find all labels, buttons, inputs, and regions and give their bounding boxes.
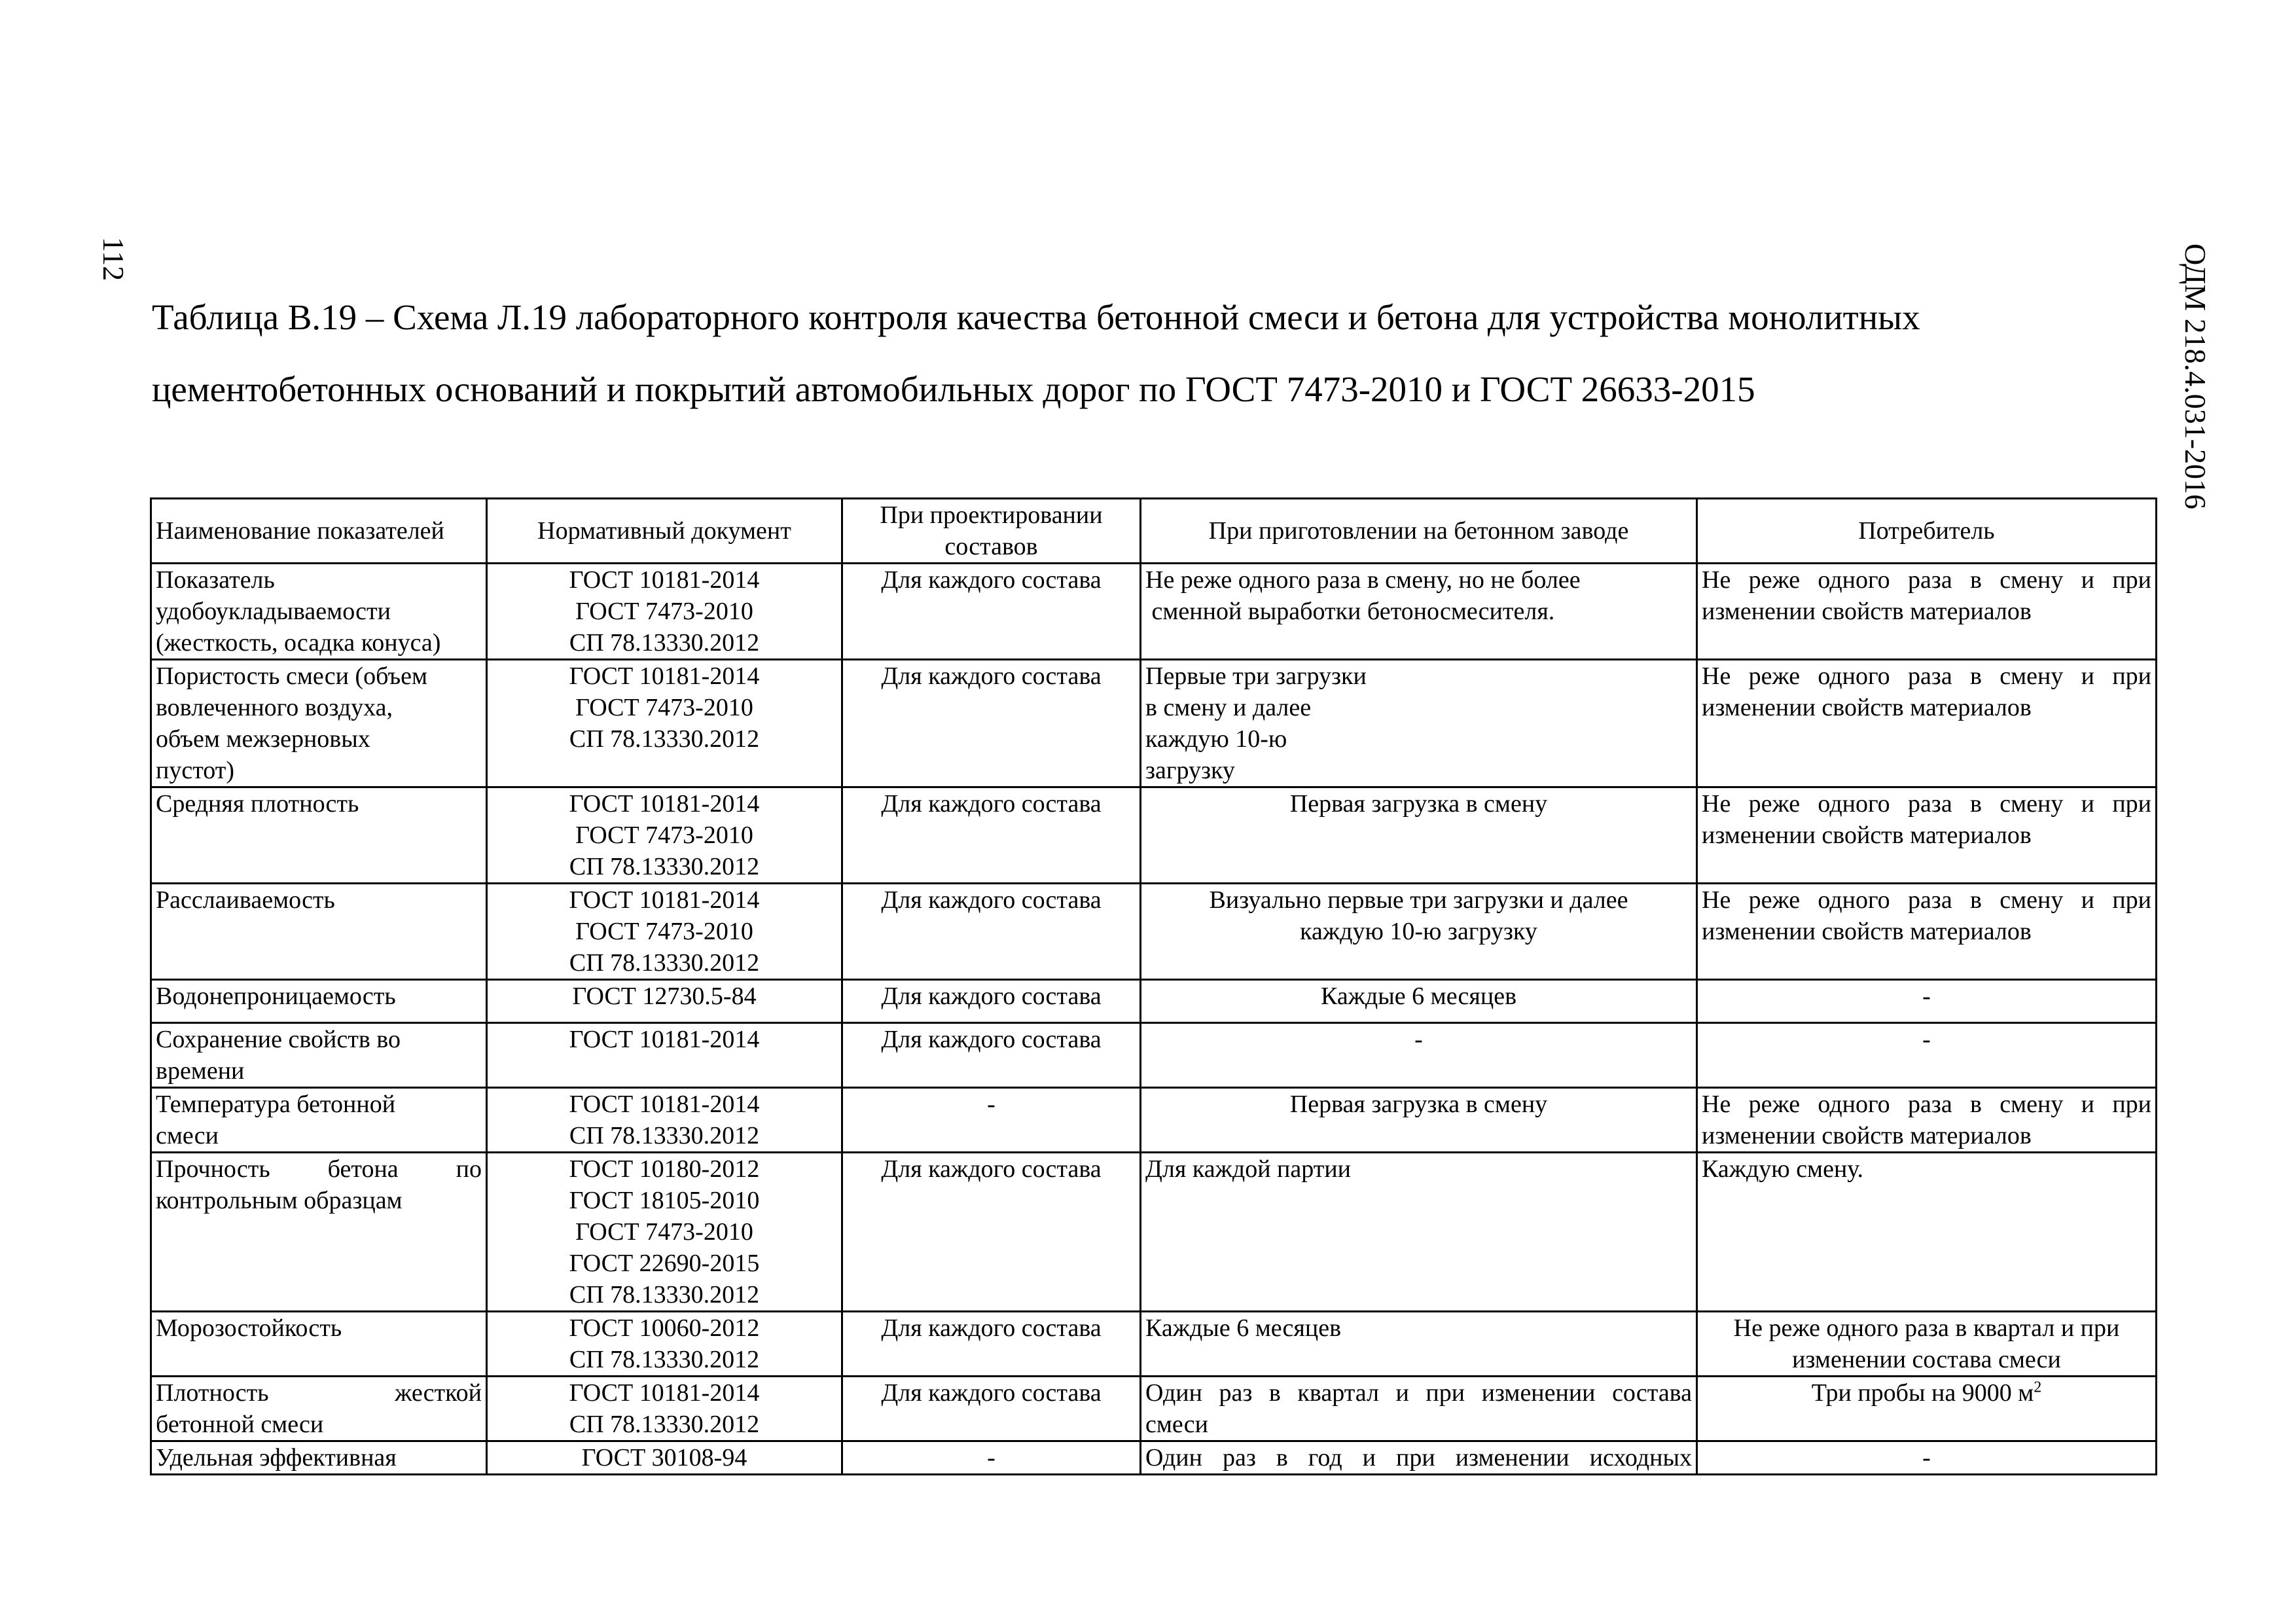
header-consumer: Потребитель xyxy=(1697,499,2157,564)
cell-line: Пористость смеси (объем xyxy=(156,662,428,690)
cell-consumer: - xyxy=(1697,980,2157,1023)
table-row xyxy=(151,1153,2157,1312)
cell-plant xyxy=(1141,1377,1697,1441)
cell-indicator xyxy=(151,1312,487,1377)
cell-line: ГОСТ 12730.5-84 xyxy=(572,983,757,1010)
cell-line: Температура бетонной xyxy=(156,1091,396,1118)
cell-line: смеси xyxy=(156,1122,219,1149)
table-row xyxy=(151,980,2157,1023)
cell-design: - xyxy=(842,1088,1141,1153)
cell-plant xyxy=(1141,1441,1697,1475)
cell-indicator xyxy=(151,787,487,884)
cell-design: Для каждого состава xyxy=(842,980,1141,1023)
cell-line: каждую 10-ю загрузку xyxy=(1300,918,1537,945)
superscript: 2 xyxy=(2034,1379,2042,1396)
cell-line: ГОСТ 18105-2010 xyxy=(569,1187,760,1214)
table-row xyxy=(151,564,2157,660)
cell-indicator xyxy=(151,1023,487,1088)
table-row xyxy=(151,1023,2157,1088)
cell-indicator xyxy=(151,1088,487,1153)
table-row xyxy=(151,1377,2157,1441)
cell-design: - xyxy=(842,1441,1141,1475)
cell-line: Для каждой партии xyxy=(1145,1155,1352,1183)
cell-design: Для каждого состава xyxy=(842,787,1141,884)
cell-line: Морозостойкость xyxy=(156,1314,342,1342)
cell-line: сменной выработки бетоносмесителя. xyxy=(1145,598,1555,625)
cell-norm-doc xyxy=(487,1441,842,1475)
header-design: При проектировании составов xyxy=(842,499,1141,564)
cell-design: Для каждого состава xyxy=(842,884,1141,980)
header-plant: При приготовлении на бетонном заводе xyxy=(1141,499,1697,564)
cell-line: каждую 10-ю xyxy=(1145,725,1287,753)
cell-norm-doc xyxy=(487,884,842,980)
cell-line: бетонной смеси xyxy=(156,1411,324,1438)
table-row xyxy=(151,787,2157,884)
header-row xyxy=(151,499,2157,564)
cell-line: удобоукладываемости xyxy=(156,598,391,625)
cell-line: Один раз в год и при изменении исходных xyxy=(1145,1444,1692,1471)
cell-line: ГОСТ 10181-2014 xyxy=(569,1091,760,1118)
cell-norm-doc xyxy=(487,660,842,787)
cell-line: ГОСТ 10181-2014 xyxy=(569,790,760,818)
cell-line: ГОСТ 10180-2012 xyxy=(569,1155,760,1183)
cell-plant xyxy=(1141,1153,1697,1312)
cell-indicator xyxy=(151,1441,487,1475)
cell-line: СП 78.13330.2012 xyxy=(569,629,760,657)
cell-line: смеси xyxy=(1145,1411,1208,1438)
cell-line: ГОСТ 10060-2012 xyxy=(569,1314,760,1342)
cell-norm-doc xyxy=(487,1088,842,1153)
cell-line: ГОСТ 7473-2010 xyxy=(575,694,753,721)
cell-norm-doc xyxy=(487,980,842,1023)
cell-line: ГОСТ 7473-2010 xyxy=(575,1218,753,1246)
header-norm-doc: Нормативный документ xyxy=(487,499,842,564)
cell-line: ГОСТ 10181-2014 xyxy=(569,886,760,914)
cell-line: пустот) xyxy=(156,757,235,784)
cell-norm-doc xyxy=(487,1023,842,1088)
cell-consumer: Не реже одного раза в смену и при изменении свойств материалов xyxy=(1697,787,2157,884)
cell-line: контрольным образцам xyxy=(156,1187,403,1214)
cell-line: ГОСТ 22690-2015 xyxy=(569,1250,760,1277)
cell-line: - xyxy=(1414,1026,1423,1053)
cell-line: ГОСТ 10181-2014 xyxy=(569,662,760,690)
cell-line: в смену и далее xyxy=(1145,694,1312,721)
cell-indicator xyxy=(151,564,487,660)
cell-line: вовлеченного воздуха, xyxy=(156,694,393,721)
cell-consumer: Не реже одного раза в смену и при изменении свойств материалов xyxy=(1697,564,2157,660)
cell-plant xyxy=(1141,1088,1697,1153)
cell-design: Для каждого состава xyxy=(842,1153,1141,1312)
cell-line: Плотность жесткой xyxy=(156,1379,482,1407)
cell-line: Сохранение свойств во xyxy=(156,1026,401,1053)
cell-line: ГОСТ 10181-2014 xyxy=(569,1026,760,1053)
cell-line: Один раз в квартал и при изменении состава xyxy=(1145,1379,1692,1407)
cell-consumer: Не реже одного раза в смену и при изменении свойств материалов xyxy=(1697,884,2157,980)
cell-consumer: Каждую смену. xyxy=(1697,1153,2157,1312)
cell-norm-doc xyxy=(487,564,842,660)
cell-line: ГОСТ 30108-94 xyxy=(581,1444,747,1471)
cell-norm-doc xyxy=(487,787,842,884)
cell-line: объем межзерновых xyxy=(156,725,370,753)
cell-norm-doc xyxy=(487,1377,842,1441)
cell-line: Средняя плотность xyxy=(156,790,359,818)
table-row xyxy=(151,660,2157,787)
header-indicator: Наименование показателей xyxy=(151,499,487,564)
cell-design: Для каждого состава xyxy=(842,660,1141,787)
document-code: ОДМ 218.4.031-2016 xyxy=(2179,244,2212,510)
cell-plant xyxy=(1141,884,1697,980)
table-row xyxy=(151,1088,2157,1153)
cell-indicator xyxy=(151,660,487,787)
cell-plant xyxy=(1141,1312,1697,1377)
cell-consumer: - xyxy=(1697,1441,2157,1475)
cell-consumer xyxy=(1697,1377,2157,1441)
cell-consumer: Не реже одного раза в смену и при изменении свойств материалов xyxy=(1697,660,2157,787)
table-row xyxy=(151,884,2157,980)
cell-line: СП 78.13330.2012 xyxy=(569,1122,760,1149)
cell-line: Каждые 6 месяцев xyxy=(1320,983,1517,1010)
cell-line: ГОСТ 7473-2010 xyxy=(575,918,753,945)
cell-line: Первая загрузка в смену xyxy=(1289,790,1548,818)
cell-line: Не реже одного раза в смену, но не более xyxy=(1145,566,1581,594)
cell-plant xyxy=(1141,564,1697,660)
cell-line: СП 78.13330.2012 xyxy=(569,1281,760,1308)
cell-plant xyxy=(1141,980,1697,1023)
cell-line: ГОСТ 10181-2014 xyxy=(569,1379,760,1407)
cell-line: Первая загрузка в смену xyxy=(1289,1091,1548,1118)
cell-norm-doc xyxy=(487,1153,842,1312)
cell-consumer: - xyxy=(1697,1023,2157,1088)
cell-consumer: Не реже одного раза в квартал и при изменении состава смеси xyxy=(1697,1312,2157,1377)
cell-line: СП 78.13330.2012 xyxy=(569,725,760,753)
cell-line: Визуально первые три загрузки и далее xyxy=(1209,886,1628,914)
cell-plant xyxy=(1141,787,1697,884)
cell-design: Для каждого состава xyxy=(842,1377,1141,1441)
control-scheme-table xyxy=(150,497,2157,1475)
page-number: 112 xyxy=(97,237,130,281)
table-row xyxy=(151,1441,2157,1475)
cell-line: Показатель xyxy=(156,566,275,594)
cell-consumer: Не реже одного раза в смену и при изменении свойств материалов xyxy=(1697,1088,2157,1153)
cell-design: Для каждого состава xyxy=(842,1023,1141,1088)
cell-line: времени xyxy=(156,1057,245,1085)
cell-indicator xyxy=(151,980,487,1023)
table-row xyxy=(151,1312,2157,1377)
cell-line: Удельная эффективная xyxy=(156,1444,397,1471)
table-title xyxy=(152,281,2155,425)
cell-line: Каждые 6 месяцев xyxy=(1145,1314,1342,1342)
cell-line: СП 78.13330.2012 xyxy=(569,949,760,977)
cell-indicator xyxy=(151,1377,487,1441)
cell-plant xyxy=(1141,660,1697,787)
cell-line: СП 78.13330.2012 xyxy=(569,853,760,880)
cell-line: Прочность бетона по xyxy=(156,1155,482,1183)
cell-line: ГОСТ 10181-2014 xyxy=(569,566,760,594)
cell-indicator xyxy=(151,884,487,980)
cell-line: ГОСТ 7473-2010 xyxy=(575,821,753,849)
cell-plant xyxy=(1141,1023,1697,1088)
cell-text: Три пробы на 9000 м xyxy=(1811,1379,2034,1407)
cell-design: Для каждого состава xyxy=(842,564,1141,660)
cell-norm-doc xyxy=(487,1312,842,1377)
cell-indicator xyxy=(151,1153,487,1312)
table-title-line-2: цементобетонных оснований и покрытий автомобильных дорог по ГОСТ 7473-2010 и ГОСТ 26633-2015 xyxy=(152,369,1755,409)
cell-line: СП 78.13330.2012 xyxy=(569,1411,760,1438)
cell-line: СП 78.13330.2012 xyxy=(569,1346,760,1373)
cell-design: Для каждого состава xyxy=(842,1312,1141,1377)
cell-line: загрузку xyxy=(1145,757,1235,784)
cell-line: Водонепроницаемость xyxy=(156,983,396,1010)
cell-line: ГОСТ 7473-2010 xyxy=(575,598,753,625)
cell-line: Первые три загрузки xyxy=(1145,662,1367,690)
table-title-line-1: Таблица В.19 – Схема Л.19 лабораторного контроля качества бетонной смеси и бетона для устройства монолитных xyxy=(152,297,1920,337)
cell-line: (жесткость, осадка конуса) xyxy=(156,629,441,657)
cell-line: Расслаиваемость xyxy=(156,886,335,914)
